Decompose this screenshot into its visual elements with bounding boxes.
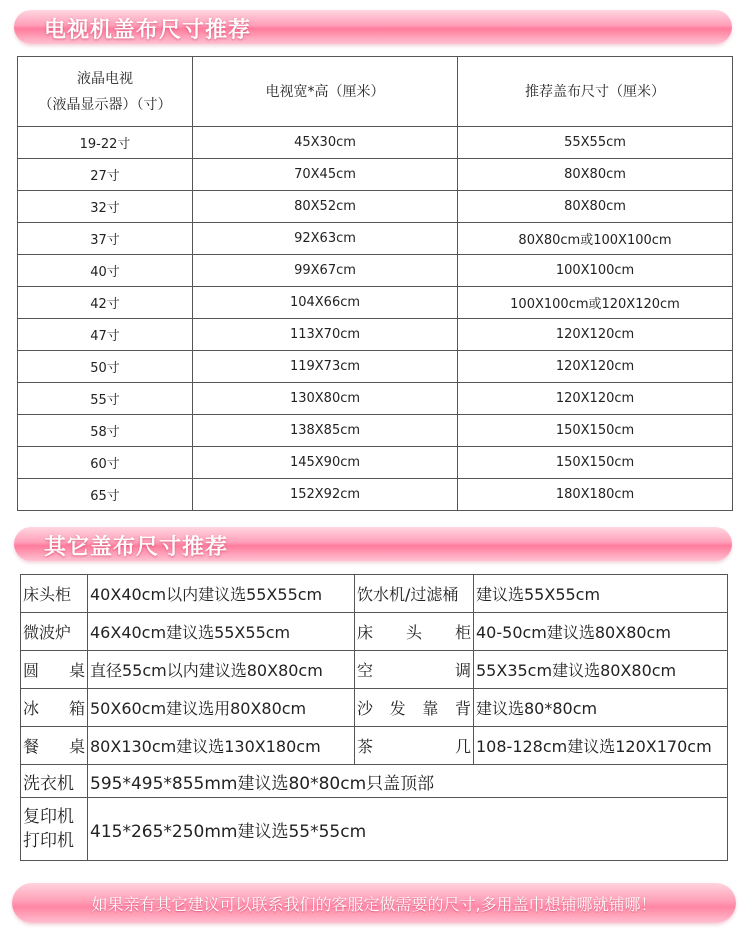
tv-size-cell: 32寸 — [18, 191, 193, 223]
tv-size-cell: 55寸 — [18, 383, 193, 415]
banner-title: 电视机盖布尺寸推荐 — [44, 18, 252, 43]
contact-note-banner — [12, 883, 736, 923]
tv-dims-cell: 138X85cm — [193, 415, 458, 447]
item-label-char: 微波炉 — [23, 623, 72, 642]
recommended-size-cell: 150X150cm — [458, 447, 733, 479]
table-row — [18, 191, 733, 223]
table-row — [18, 287, 733, 319]
recommended-size-cell: 120X120cm — [458, 351, 733, 383]
item-recommendation: 108-128cm建议选120X170cm — [474, 727, 728, 765]
item-label — [21, 689, 88, 727]
recommended-size-header: 推荐盖布尺寸（厘米） — [458, 57, 733, 127]
table-row — [21, 651, 728, 689]
recommended-size-cell: 80X80cm或100X100cm — [458, 223, 733, 255]
item-recommendation: 直径55cm以内建议选80X80cm — [88, 651, 355, 689]
item-label-char: 桌 — [68, 661, 85, 680]
item-label-char: 桌 — [68, 737, 85, 756]
item-label-char: 冰 — [23, 699, 40, 718]
item-recommendation: 46X40cm建议选55X55cm — [88, 613, 355, 651]
item-recommendation: 40X40cm以内建议选55X55cm — [88, 575, 355, 613]
table-row — [21, 727, 728, 765]
table-row — [21, 689, 728, 727]
item-label — [355, 651, 474, 689]
item-label-char: 发 — [389, 699, 406, 718]
item-label-char: 头 — [405, 623, 422, 642]
table-row — [18, 255, 733, 287]
tv-size-cell: 47寸 — [18, 319, 193, 351]
table-row — [18, 415, 733, 447]
item-label-char: 背 — [454, 699, 471, 718]
tv-dims-cell: 70X45cm — [193, 159, 458, 191]
recommended-size-cell: 55X55cm — [458, 127, 733, 159]
tv-dims-cell: 45X30cm — [193, 127, 458, 159]
item-label-char: 床 — [357, 623, 374, 642]
tv-dims-header: 电视宽*高（厘米） — [193, 57, 458, 127]
item-label-char: 饮水机/过滤桶 — [357, 585, 459, 604]
item-recommendation: 建议选80*80cm — [474, 689, 728, 727]
recommended-size-cell: 100X100cm或120X120cm — [458, 287, 733, 319]
tv-dims-cell: 80X52cm — [193, 191, 458, 223]
item-label — [355, 727, 474, 765]
recommended-size-cell: 80X80cm — [458, 159, 733, 191]
item-recommendation: 建议选55X55cm — [474, 575, 728, 613]
item-label-char: 空 — [357, 661, 374, 680]
table-row — [18, 127, 733, 159]
printer-label — [21, 798, 88, 861]
item-recommendation: 50X60cm建议选用80X80cm — [88, 689, 355, 727]
item-label-char: 柜 — [454, 623, 471, 642]
tv-cover-size-banner — [14, 10, 732, 44]
item-label — [355, 575, 474, 613]
tv-dims-cell: 99X67cm — [193, 255, 458, 287]
tv-size-cell: 65寸 — [18, 479, 193, 511]
tv-dims-cell: 119X73cm — [193, 351, 458, 383]
item-recommendation: 55X35cm建议选80X80cm — [474, 651, 728, 689]
item-label-char: 靠 — [422, 699, 439, 718]
contact-note: 如果亲有其它建议可以联系我们的客服定做需要的尺寸,多用盖巾想铺哪就铺哪！ — [91, 895, 657, 914]
tv-dims-cell: 104X66cm — [193, 287, 458, 319]
tv-dims-cell: 145X90cm — [193, 447, 458, 479]
item-label-char: 箱 — [68, 699, 85, 718]
recommended-size-cell: 120X120cm — [458, 383, 733, 415]
tv-size-cell: 42寸 — [18, 287, 193, 319]
printer-recommendation: 415*265*250mm建议选55*55cm — [88, 798, 728, 861]
recommended-size-cell: 150X150cm — [458, 415, 733, 447]
item-label-char: 餐 — [23, 737, 40, 756]
tv-size-cell: 58寸 — [18, 415, 193, 447]
table-row — [18, 159, 733, 191]
table-row — [21, 613, 728, 651]
table-row — [18, 447, 733, 479]
tv-size-cell: 27寸 — [18, 159, 193, 191]
table-header-row — [18, 57, 733, 127]
recommended-size-cell: 80X80cm — [458, 191, 733, 223]
item-recommendation: 40-50cm建议选80X80cm — [474, 613, 728, 651]
tv-dims-cell: 152X92cm — [193, 479, 458, 511]
table-row — [18, 319, 733, 351]
tv-size-cell: 40寸 — [18, 255, 193, 287]
item-label-char: 床头柜 — [23, 585, 72, 604]
table-row — [18, 383, 733, 415]
tv-size-cell: 50寸 — [18, 351, 193, 383]
tv-dims-cell: 113X70cm — [193, 319, 458, 351]
recommended-size-cell: 120X120cm — [458, 319, 733, 351]
item-label-char: 茶 — [357, 737, 374, 756]
item-label-char: 沙 — [357, 699, 374, 718]
table-row — [21, 798, 728, 861]
item-label — [21, 651, 88, 689]
item-label-char: 圆 — [23, 661, 40, 680]
tv-dims-cell: 92X63cm — [193, 223, 458, 255]
tv-size-cell: 19-22寸 — [18, 127, 193, 159]
table-row — [18, 351, 733, 383]
item-label — [355, 689, 474, 727]
tv-size-table — [17, 56, 733, 511]
table-row — [21, 765, 728, 798]
table-row — [18, 479, 733, 511]
item-label-char: 调 — [454, 661, 471, 680]
printer-label-line: 打印机 — [23, 831, 74, 851]
table-row — [21, 575, 728, 613]
other-cover-size-banner — [14, 527, 732, 561]
tv-size-cell: 37寸 — [18, 223, 193, 255]
item-label — [21, 613, 88, 651]
other-size-table — [20, 574, 728, 861]
recommended-size-cell: 100X100cm — [458, 255, 733, 287]
recommended-size-cell: 180X180cm — [458, 479, 733, 511]
washer-label: 洗衣机 — [21, 765, 88, 798]
tv-size-cell: 60寸 — [18, 447, 193, 479]
item-label — [21, 575, 88, 613]
banner-title: 其它盖布尺寸推荐 — [44, 535, 229, 560]
tv-dims-cell: 130X80cm — [193, 383, 458, 415]
item-recommendation: 80X130cm建议选130X180cm — [88, 727, 355, 765]
table-row — [18, 223, 733, 255]
printer-label-line: 复印机 — [23, 807, 74, 827]
tv-size-header: 液晶电视 （液晶显示器）（寸） — [18, 57, 193, 127]
item-label — [21, 727, 88, 765]
item-label-char: 几 — [454, 737, 471, 756]
item-label — [355, 613, 474, 651]
washer-recommendation: 595*495*855mm建议选80*80cm只盖顶部 — [88, 765, 728, 798]
